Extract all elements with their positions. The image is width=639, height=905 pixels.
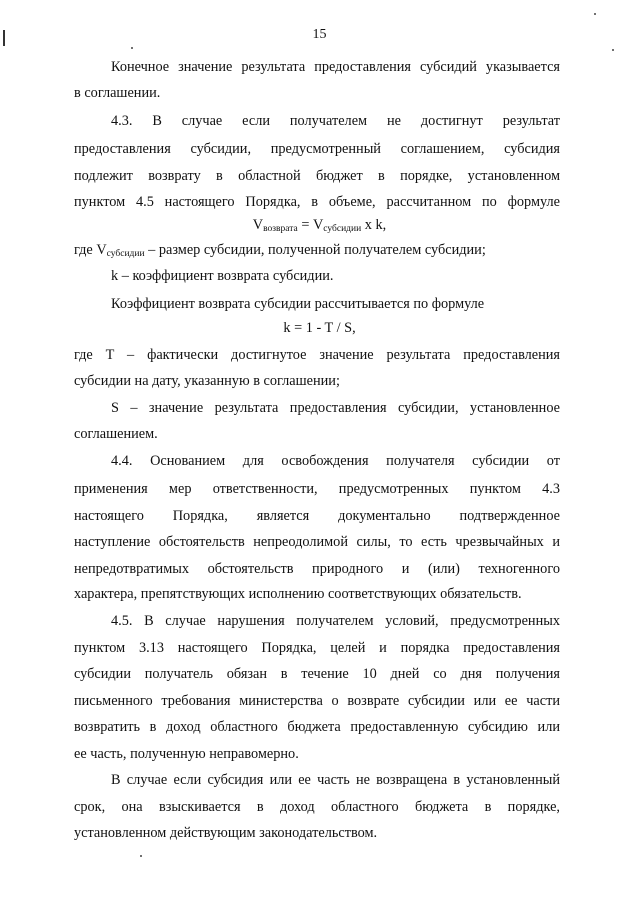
paragraph-line: письменного требования министерства о возврате субсидии или ее части [74,693,560,709]
paragraph-line: непредотвратимых обстоятельств природного и (или) техногенного [74,561,560,577]
paragraph-line: где T – фактически достигнутое значение результата предоставления [74,347,560,363]
paragraph-line: субсидии на дату, указанную в соглашении; [74,373,340,389]
scan-speck [140,855,142,857]
paragraph-line: пунктом 4.5 настоящего Порядка, в объеме, рассчитанном по формуле [74,194,560,210]
scan-speck [612,49,614,51]
paragraph-line: срок, она взыскивается в доход областного бюджета в порядке, [74,799,560,815]
formula-return [0,216,639,234]
formula-sub-return: возврата [263,224,298,234]
paragraph-line: характера, препятствующих исполнению соответствующих обязательств. [74,586,522,602]
formula-coefficient: k = 1 - T / S, [283,320,356,336]
paragraph-line: настоящего Порядка, является документально подтвержденное [74,508,560,524]
where-v-prefix: где V [74,242,107,258]
paragraph-line: применения мер ответственности, предусмотренных пунктом 4.3 [74,481,560,497]
paragraph-line: предоставления субсидии, предусмотренный соглашением, субсидия [74,141,560,157]
paragraph-line: Конечное значение результата предоставления субсидий указывается [111,59,560,75]
paragraph-line: в соглашении. [74,85,161,101]
paragraph-line: 4.3. В случае если получателем не достигнут результат [111,113,560,129]
formula-v-return: V [252,217,264,233]
formula-sub-subsidy: субсидии [323,224,362,234]
scan-speck [594,13,596,15]
where-v-sub: субсидии [106,249,145,259]
paragraph-line: S – значение результата предоставления субсидии, установленное [111,400,560,416]
paragraph-line: Коэффициент возврата субсидии рассчитывается по формуле [111,296,485,312]
formula-equals: = [297,217,313,233]
paragraph-line: установленном действующим законодательством. [74,825,378,841]
paragraph-line [74,241,560,259]
paragraph-line: возвратить в доход областного бюджета предоставленную субсидию или [74,719,560,735]
page-number: 15 [312,27,327,42]
paragraph-line: подлежит возврату в областной бюджет в порядке, установленном [74,168,560,184]
paragraph-line: 4.4. Основанием для освобождения получателя субсидии от [111,453,560,469]
paragraph-line: соглашением. [74,426,158,442]
paragraph-line: ее часть, полученную неправомерно. [74,746,299,762]
paragraph-line: 4.5. В случае нарушения получателем условий, предусмотренных [111,613,560,629]
formula-rest: x k, [361,217,387,233]
scan-speck [131,47,133,49]
paragraph-line: наступление обстоятельств непреодолимой силы, то есть чрезвычайных и [74,534,560,550]
where-v-rest: – размер субсидии, полученной получателем субсидии; [144,242,486,258]
formula-v-subsidy: V [312,217,324,233]
paragraph-line: В случае если субсидия или ее часть не возвращена в установленный [111,772,560,788]
paragraph-line: k – коэффициент возврата субсидии. [111,268,334,284]
paragraph-line: пунктом 3.13 настоящего Порядка, целей и порядка предоставления [74,640,560,656]
paragraph-line: субсидии получатель обязан в течение 10 дней со дня получения [74,666,560,682]
